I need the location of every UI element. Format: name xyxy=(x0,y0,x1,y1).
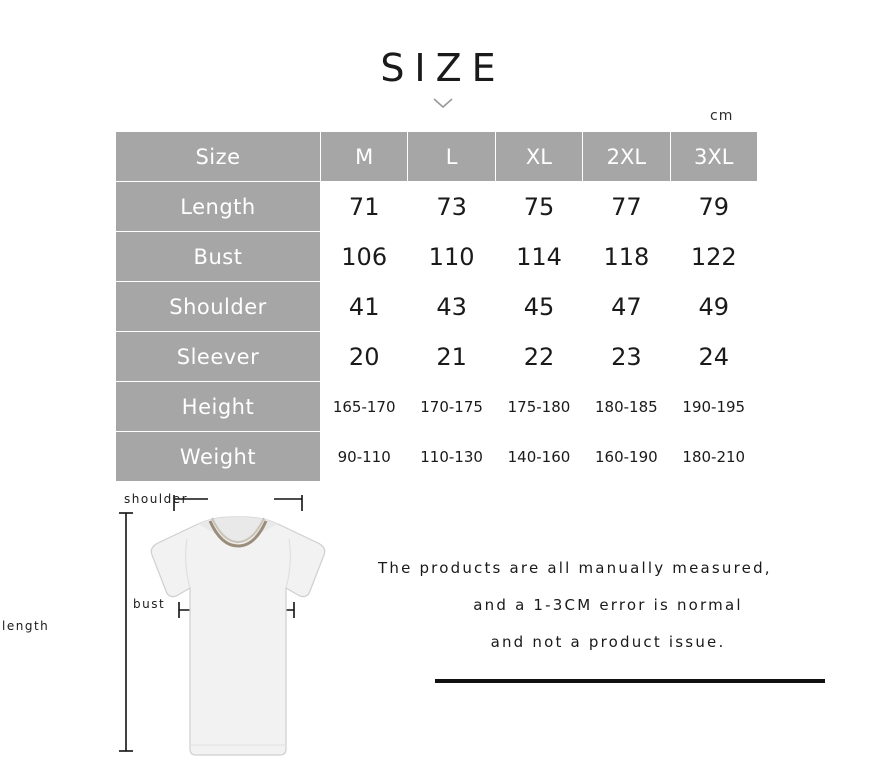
tshirt-measurement-diagram xyxy=(86,487,416,777)
table-row xyxy=(116,432,758,482)
table-cell: 43 xyxy=(408,282,495,332)
table-cell: 122 xyxy=(670,232,757,282)
table-cell: 190-195 xyxy=(670,382,757,432)
note-line-2: and a 1-3CM error is normal xyxy=(473,596,743,614)
note-line-1: The products are all manually measured, xyxy=(378,559,772,577)
table-cell: 79 xyxy=(670,182,757,232)
table-row xyxy=(116,332,758,382)
table-cell: 170-175 xyxy=(408,382,495,432)
table-cell: 165-170 xyxy=(321,382,408,432)
row-label: Weight xyxy=(116,432,321,482)
unit-label: cm xyxy=(710,108,734,124)
table-cell: 160-190 xyxy=(583,432,670,482)
length-label: length xyxy=(2,619,50,633)
table-row xyxy=(116,182,758,232)
row-label: Height xyxy=(116,382,321,432)
row-label: Shoulder xyxy=(116,282,321,332)
table-cell: 41 xyxy=(321,282,408,332)
table-cell: 114 xyxy=(495,232,582,282)
table-cell: 110-130 xyxy=(408,432,495,482)
shoulder-label: shoulder xyxy=(124,492,189,506)
table-cell: 47 xyxy=(583,282,670,332)
row-label: Sleever xyxy=(116,332,321,382)
table-row xyxy=(116,232,758,282)
table-header-cell: 2XL xyxy=(583,132,670,182)
page-title: SIZE xyxy=(380,46,506,90)
table-cell: 106 xyxy=(321,232,408,282)
table-row xyxy=(116,282,758,332)
chevron-down-icon xyxy=(0,96,886,113)
table-cell: 23 xyxy=(583,332,670,382)
bust-label: bust xyxy=(133,597,166,611)
table-cell: 49 xyxy=(670,282,757,332)
table-cell: 77 xyxy=(583,182,670,232)
table-cell: 110 xyxy=(408,232,495,282)
table-cell: 180-185 xyxy=(583,382,670,432)
table-cell: 90-110 xyxy=(321,432,408,482)
note-line-3: and not a product issue. xyxy=(490,633,726,651)
table-header-cell: M xyxy=(321,132,408,182)
size-table xyxy=(115,131,758,482)
row-label: Length xyxy=(116,182,321,232)
table-header-row xyxy=(116,132,758,182)
table-cell: 73 xyxy=(408,182,495,232)
measurement-notes xyxy=(378,550,838,661)
table-cell: 75 xyxy=(495,182,582,232)
table-cell: 175-180 xyxy=(495,382,582,432)
table-cell: 180-210 xyxy=(670,432,757,482)
table-row xyxy=(116,382,758,432)
table-cell: 21 xyxy=(408,332,495,382)
size-table-container xyxy=(115,131,757,482)
table-cell: 140-160 xyxy=(495,432,582,482)
table-header-cell: XL xyxy=(495,132,582,182)
table-header-cell: 3XL xyxy=(670,132,757,182)
table-cell: 20 xyxy=(321,332,408,382)
table-cell: 118 xyxy=(583,232,670,282)
table-cell: 22 xyxy=(495,332,582,382)
table-header-cell: Size xyxy=(116,132,321,182)
table-header-cell: L xyxy=(408,132,495,182)
divider xyxy=(435,679,825,683)
row-label: Bust xyxy=(116,232,321,282)
table-cell: 24 xyxy=(670,332,757,382)
table-cell: 45 xyxy=(495,282,582,332)
table-cell: 71 xyxy=(321,182,408,232)
